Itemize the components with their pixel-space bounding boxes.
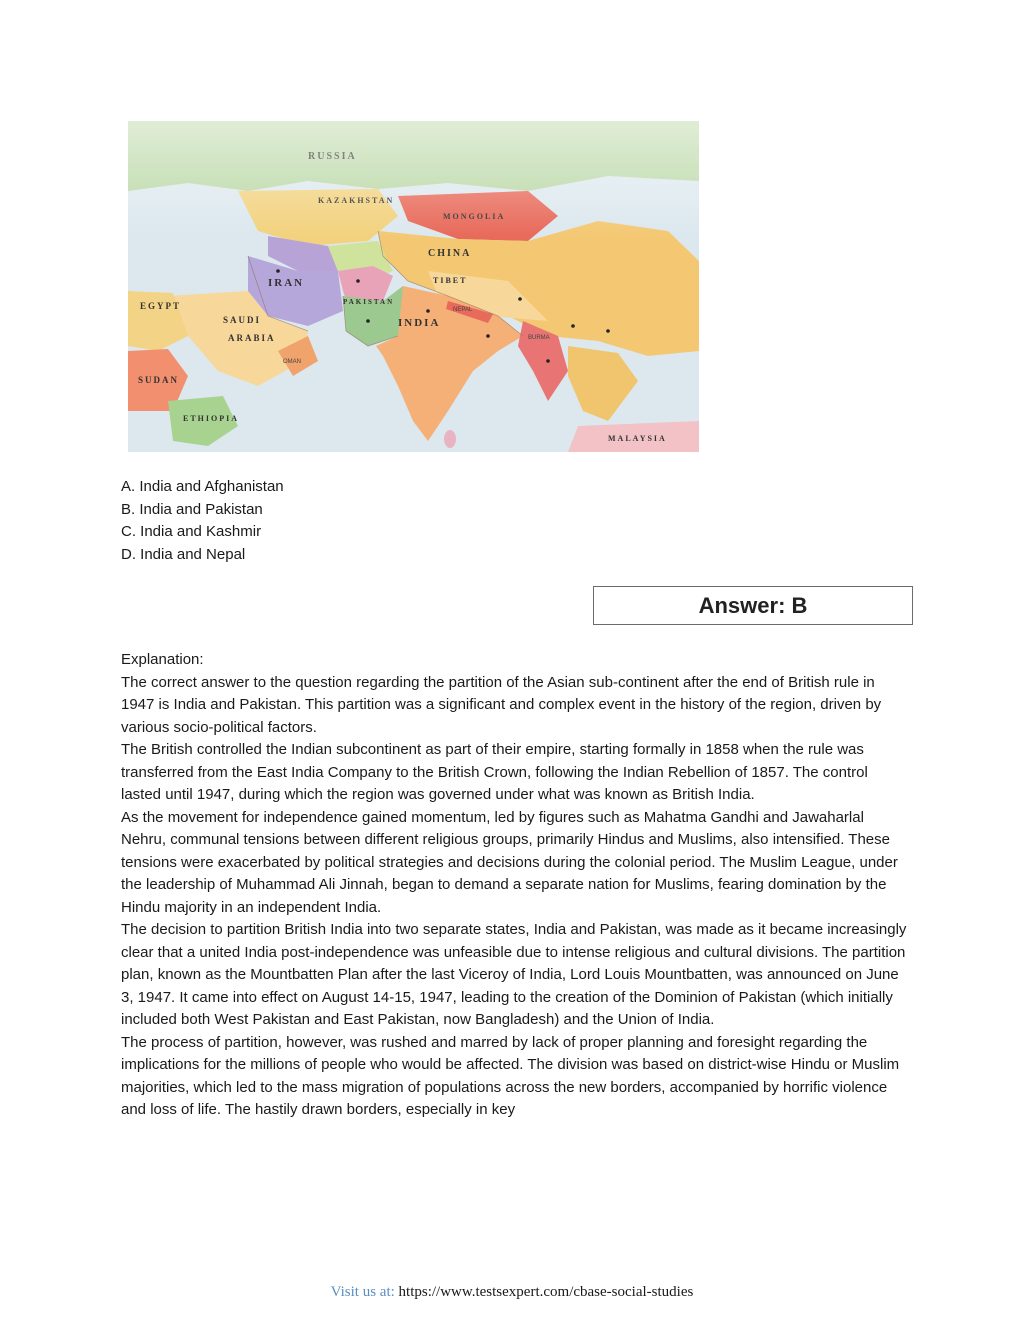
footer xyxy=(0,1284,1024,1301)
option-c: C. India and Kashmir xyxy=(121,523,262,540)
answer-box xyxy=(593,586,913,625)
explanation-section xyxy=(121,649,911,1122)
option-d: D. India and Nepal xyxy=(121,545,246,563)
explanation-paragraph-3: As the movement for independence gained momentum, led by figures such as Mahatma Gandhi and Jawaharlal Nehru, communal tensions between different religious groups, primarily Hindus and Muslims, also intensified. These tensions were exacerbated by political strategies and decisions during the colonial period. The Muslim League, under the leadership of Muhammad Ali Jinnah, began to demand a separate nation for Muslims, fearing domination by the Hindu majority in an independent India. xyxy=(121,808,898,916)
footer-url-link[interactable]: https://www.testsexpert.com/cbase-social-studies xyxy=(398,1284,694,1300)
option-b: B. India and Pakistan xyxy=(121,500,263,518)
answer-text: Answer: B xyxy=(698,592,808,618)
footer-visit-label: Visit us at: xyxy=(330,1284,395,1300)
explanation-paragraph-1: The correct answer to the question regarding the partition of the Asian sub-continent after the end of British rule in 1947 is India and Pakistan. This partition was a significant and complex event in the history of the region, driven by various socio-political factors. xyxy=(121,673,882,736)
map-illustration xyxy=(128,121,699,452)
explanation-paragraph-4: The decision to partition British India into two separate states, India and Pakistan, was made as it became increasingly clear that a united India post-independence was unfeasible due to intense religious and cultural divisions. The partition plan, known as the Mountbatten Plan after the last Viceroy of India, Lord Louis Mountbatten, was announced on June 3, 1947. It came into effect on August 14-15, 1947, leading to the creation of the Dominion of Pakistan (which initially included both West Pakistan and East Pakistan, now Bangladesh) and the Union of India. xyxy=(121,921,907,1028)
explanation-heading: Explanation: xyxy=(121,651,204,668)
answer-options xyxy=(121,476,284,566)
option-a: A. India and Afghanistan xyxy=(121,478,284,495)
explanation-paragraph-2: The British controlled the Indian subcontinent as part of their empire, starting formally in 1858 when the rule was transferred from the East India Company to the British Crown, following the Indian Rebellion of 1857. The control lasted until 1947, during which the region was governed under what was known as British India. xyxy=(121,741,868,803)
explanation-paragraph-5: The process of partition, however, was rushed and marred by lack of proper planning and foresight regarding the implications for the millions of people who would be affected. The division was based on district-wise Hindu or Muslim majorities, which led to the mass migration of populations across the new borders, accompanied by horrific violence and loss of life. The hastily drawn borders, especially in key xyxy=(121,1033,900,1118)
asia-map-image xyxy=(128,121,699,452)
